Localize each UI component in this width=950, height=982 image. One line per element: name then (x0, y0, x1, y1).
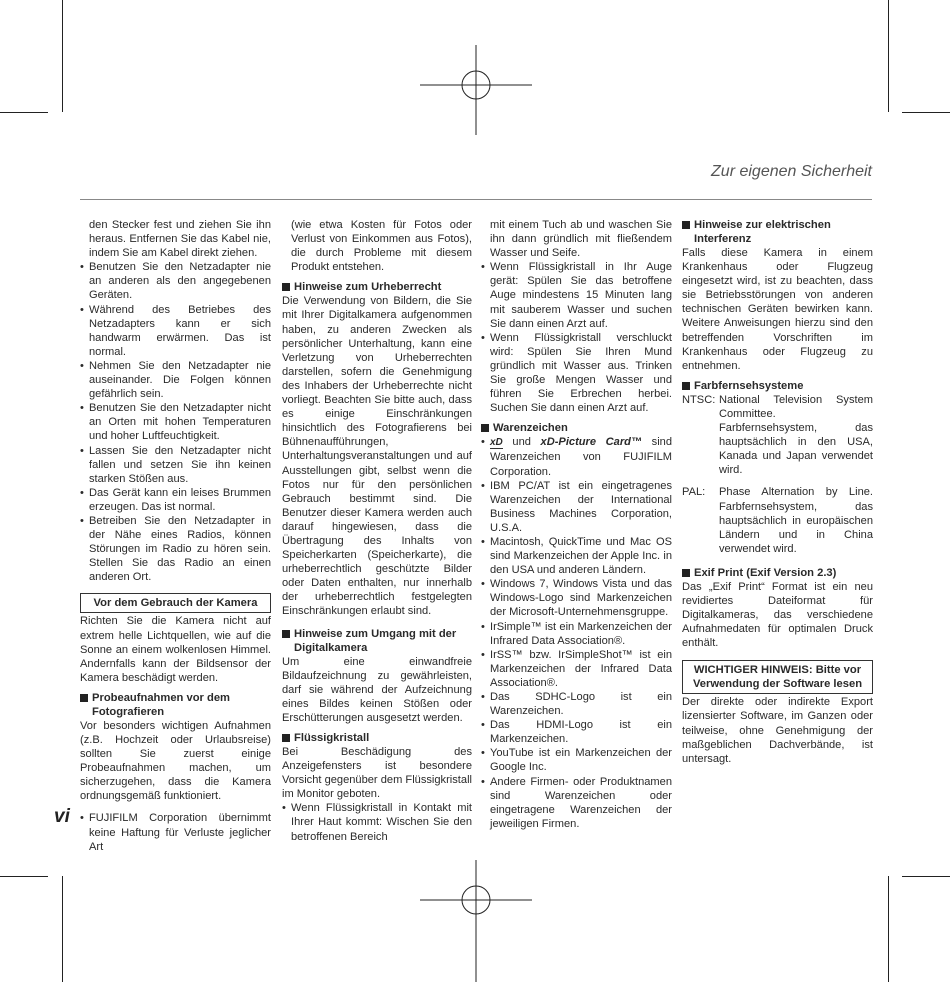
column-4 (682, 218, 873, 766)
paragraph: Bei Beschädigung des Anzeigefensters ist besondere Vorsicht gegenüber dem Flüssigkristall im Monitor geboten. (282, 746, 472, 801)
section-heading: Hinweise zum Umgang mit der Digitalkamera (282, 627, 472, 655)
liquid-crystal-bullet-list (282, 801, 472, 843)
list-item: • Nehmen Sie den Netzadapter nie auseinander. Die Folgen können gefährlich sein. (80, 359, 271, 401)
list-item: • Betreiben Sie den Netzadapter in der Nähe eines Radios, können Störungen im Radio zu hören sein. Stellen Sie das Radio an einen anderen Ort. (80, 514, 271, 584)
square-bullet-icon (682, 569, 690, 577)
section-heading: Flüssigkristall (282, 731, 472, 745)
registration-mark-top (420, 45, 532, 135)
continued-text: (wie etwa Kosten für Fotos oder Verlust von Einkommen aus Fotos), die durch Probleme mit diesem Produkt entstehen. (291, 219, 472, 274)
square-bullet-icon (481, 424, 489, 432)
section-heading: Hinweise zum Urheberrecht (282, 280, 472, 294)
paragraph: Das „Exif Print“ Format ist ein neu revidiertes Dateiformat für Digitalkameras, das verschiedene Aufnahmedaten für optimalen Druck enthält. (682, 580, 873, 650)
list-item: • Das SDHC-Logo ist ein Warenzeichen. (481, 690, 672, 718)
list-item: • Wenn Flüssigkristall verschluckt wird: Spülen Sie Ihren Mund gründlich mit Wasser aus. Trinken Sie große Mengen Wasser und führen Sie Erbrechen herbei. Suchen Sie dann einen Arzt auf. (481, 331, 672, 416)
adapter-bullet-list (80, 260, 271, 584)
square-bullet-icon (282, 283, 290, 291)
page-number: vi (54, 806, 70, 827)
continued-text: mit einem Tuch ab und waschen Sie ihn dann gründlich mit fließendem Wasser und Seife. (490, 219, 672, 260)
list-item: • Macintosh, QuickTime und Mac OS sind Markenzeichen der Apple Inc. in den USA und anderen Ländern. (481, 535, 672, 577)
list-item: • Wenn Flüssigkristall in Kontakt mit Ihrer Haut kommt: Wischen Sie den betroffenen Bereich (282, 801, 472, 843)
fuji-bullet-list (80, 811, 271, 853)
column-3 (481, 218, 672, 831)
list-item: • Wenn Flüssigkristall in Ihr Auge gerät: Spülen Sie das betroffene Auge mindestens 15 Minuten lang mit sauberem Wasser und suchen Sie dann einen Arzt auf. (481, 260, 672, 330)
column-1 (80, 218, 271, 854)
list-item: • Während des Betriebes des Netzadapters kann er sich handwarm erwärmen. Das ist normal. (80, 303, 271, 359)
list-item: • Benutzen Sie den Netzadapter nie an anderen als den angegebenen Geräten. (80, 260, 271, 302)
section-heading: Warenzeichen (481, 421, 672, 435)
liquid-crystal-bullet-list (481, 260, 672, 415)
trademark-bullet-list (481, 435, 672, 831)
paragraph: Richten Sie die Kamera nicht auf extrem helle Lichtquellen, wie auf die Sonne an einem wolkenlosen Himmel. Andernfalls kann der Bildsensor der Kamera beschädigt werden. (80, 615, 271, 684)
list-item: • xD und xD-Picture Card™ sind Warenzeichen von FUJIFILM Corporation. (481, 435, 672, 478)
square-bullet-icon (282, 734, 290, 742)
list-item: • Lassen Sie den Netzadapter nicht fallen und setzen Sie ihn keinen starken Stößen aus. (80, 444, 271, 486)
list-item: • YouTube ist ein Markenzeichen der Google Inc. (481, 746, 672, 774)
paragraph: Der direkte oder indirekte Export lizensierter Software, im Ganzen oder teilweise, ohne Genehmigung der maßgeblichen Dachverbände, ist untersagt. (682, 696, 873, 765)
header-rule (80, 199, 872, 200)
list-item: • Das HDMI-Logo ist ein Markenzeichen. (481, 718, 672, 746)
section-heading: Farbfernsehsysteme (682, 379, 873, 393)
continued-text: den Stecker fest und ziehen Sie ihn heraus. Entfernen Sie das Kabel nie, indem Sie am Kabel direkt ziehen. (89, 219, 271, 260)
list-item: • IrSS™ bzw. IrSimpleShot™ ist ein Markenzeichen der Infrared Data Association®. (481, 648, 672, 690)
xd-logo-icon: xD (490, 437, 503, 449)
paragraph: Die Verwendung von Bildern, die Sie mit Ihrer Digitalkamera aufgenommen haben, zu anderen Zwecken als persönlicher Unterhaltung, kann eine Verletzung von Urheberrechten darstellen, sofern die Genehmigung des Inhabers der Urheberrechte nicht vorliegt. Beachten Sie bitte auch, dass es einige Einschränkungen hinsichtlich des Fotografierens bei Bühnenaufführungen, Unterhaltungsveranstaltungen und auf Ausstellungen gibt, selbst wenn die Fotos nur für den persönlichen Gebrauch bestimmt sind. Die Benutzer dieser Kamera werden auch darauf hingewiesen, dass die Übertragung des Inhalts von Speicherkarten (Speicherkarte), die urheberrechtlich geschützte Bilder oder Daten enthalten, nur innerhalb der urheberrechtlich festgelegten Einschränkungen erlaubt sind. (282, 295, 472, 618)
square-bullet-icon (682, 221, 690, 229)
square-bullet-icon (282, 630, 290, 638)
paragraph: Um eine einwandfreie Bildaufzeichnung zu gewährleisten, darf sie während der Aufzeichnung eines Bildes keinen Stößen oder Erschütterungen ausgesetzt werden. (282, 655, 472, 724)
square-bullet-icon (682, 382, 690, 390)
column-2 (282, 218, 472, 844)
list-item: • FUJIFILM Corporation übernimmt keine Haftung für Verluste jeglicher Art (80, 811, 271, 853)
registration-mark-bottom (420, 860, 532, 982)
list-item: • Windows 7, Windows Vista und das Windows-Logo sind Markenzeichen der Microsoft-Unternehmensgruppe. (481, 577, 672, 619)
boxed-heading-important-notice: WICHTIGER HINWEIS: Bitte vor Verwendung der Software lesen (682, 660, 873, 694)
boxed-heading-before-use: Vor dem Gebrauch der Kamera (80, 593, 271, 613)
section-heading: Probeaufnahmen vor dem Fotografieren (80, 691, 271, 719)
tv-system-ntsc: NTSC: National Television System Committee. Farbfernsehsystem, das hauptsächlich in den USA, Kanada und Japan verwendet wird. (682, 393, 873, 477)
list-item: • IrSimple™ ist ein Markenzeichen der Infrared Data Association®. (481, 620, 672, 648)
list-item: • Andere Firmen- oder Produktnamen sind Warenzeichen oder eingetragene Warenzeichen der jeweiligen Firmen. (481, 775, 672, 831)
list-item: • IBM PC/AT ist ein eingetragenes Warenzeichen der International Business Machines Corporation, U.S.A. (481, 479, 672, 535)
section-heading: Hinweise zur elektrischen Interferenz (682, 218, 873, 246)
paragraph: Falls diese Kamera in einem Krankenhaus oder Flugzeug eingesetzt wird, ist zu beachten, dass sie Betriebsstörungen von anderen technischen Geräten bewirken kann. Weitere Anweisungen hierzu sind den betreffenden Vorschriften im Krankenhaus oder Flugzeug zu entnehmen. (682, 247, 873, 372)
tv-system-pal: PAL: Phase Alternation by Line. Farbfernsehsystem, das hauptsächlich in europäischen Ländern und in China verwendet wird. (682, 486, 873, 555)
section-heading: Exif Print (Exif Version 2.3) (682, 566, 873, 580)
paragraph: Vor besonders wichtigen Aufnahmen (z.B. Hochzeit oder Urlaubsreise) sollten Sie zuerst einige Probeaufnahmen machen, um sicherzugehen, dass die Kamera ordnungsgemäß funktioniert. (80, 719, 271, 803)
list-item: • Das Gerät kann ein leises Brummen erzeugen. Das ist normal. (80, 486, 271, 514)
page-header-title: Zur eigenen Sicherheit (711, 163, 872, 180)
list-item: • Benutzen Sie den Netzadapter nicht an Orten mit hohen Temperaturen und hoher Luftfeuchtigkeit. (80, 401, 271, 443)
square-bullet-icon (80, 694, 88, 702)
